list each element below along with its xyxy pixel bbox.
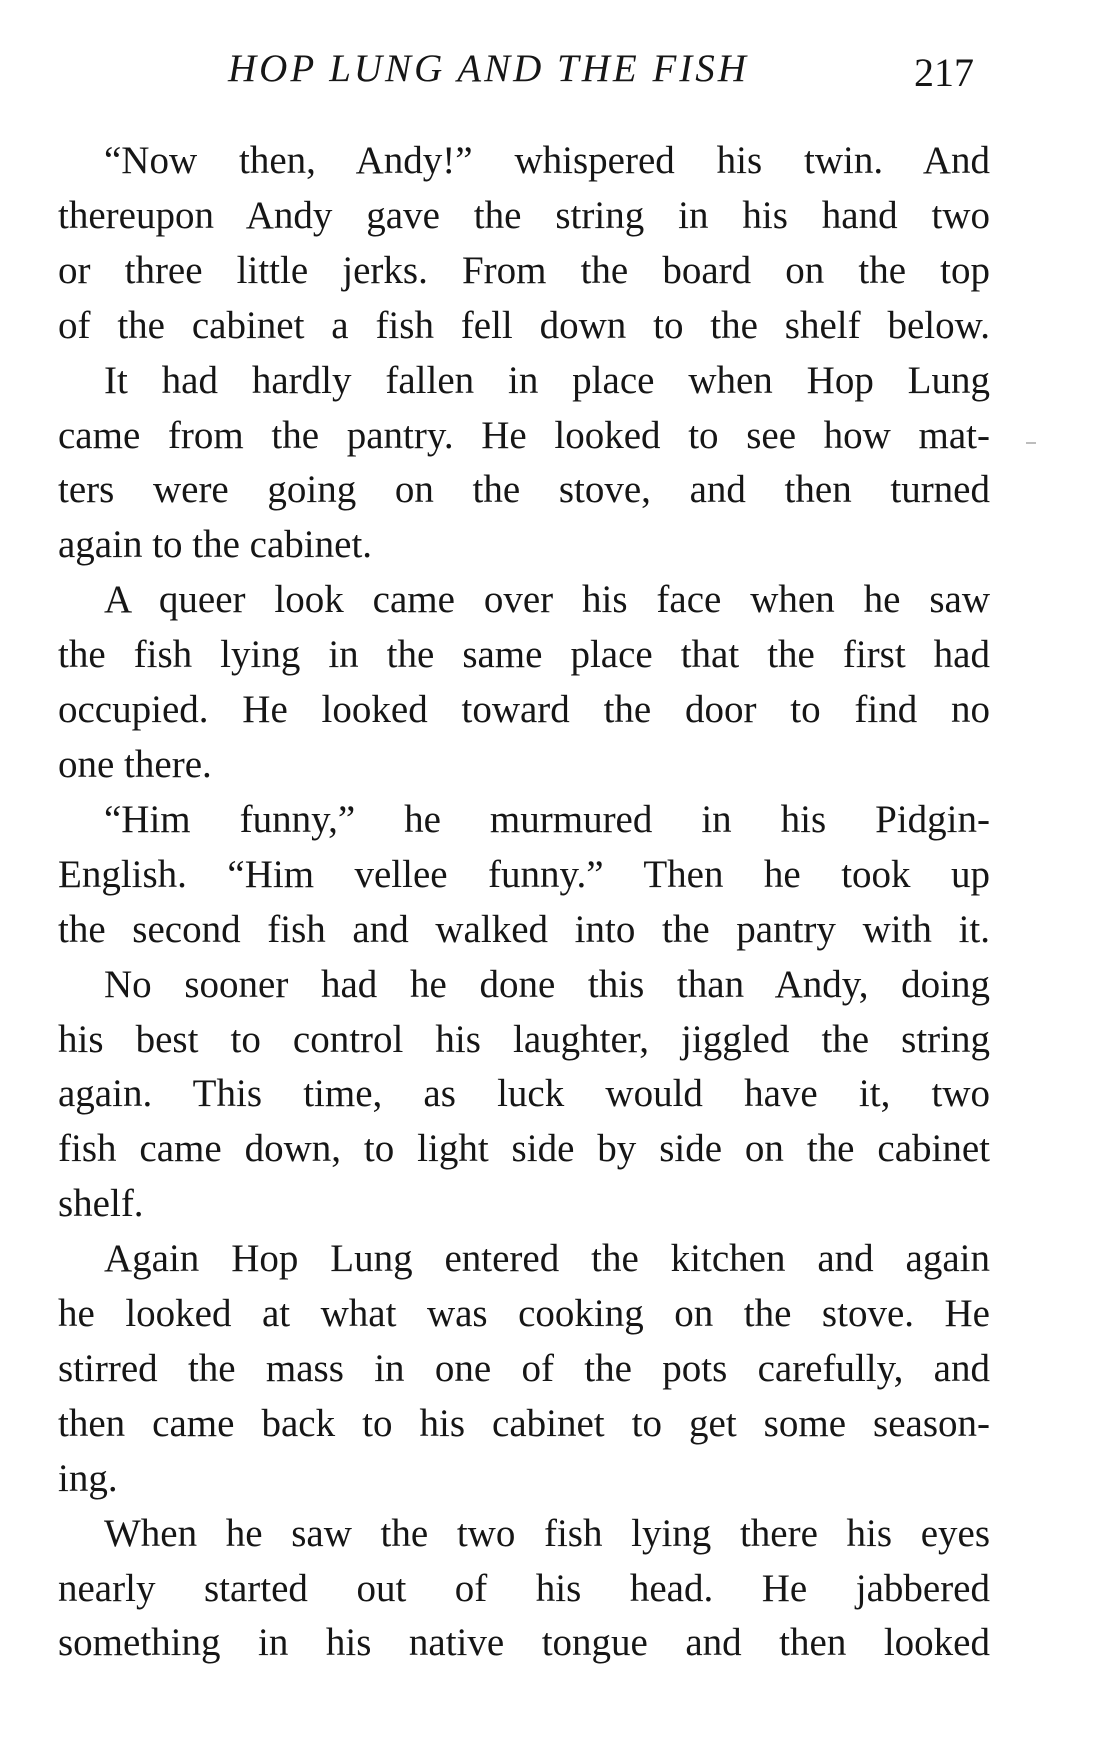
text-line: A queer look came over his face when he saw <box>104 578 990 622</box>
text-line: of the cabinet a fish fell down to the shelf below. <box>58 303 990 347</box>
paragraph <box>58 1507 990 1672</box>
text-line: nearly started out of his head. He jabbered <box>58 1566 990 1610</box>
text-line: the second fish and walked into the pantry with it. <box>58 907 990 951</box>
paragraph <box>58 573 990 793</box>
text-line: It had hardly fallen in place when Hop Lung <box>104 358 990 402</box>
page-number: 217 <box>914 50 974 95</box>
paragraph <box>58 134 990 354</box>
paragraph <box>58 1232 990 1507</box>
text-line: fish came down, to light side by side on the cabinet <box>58 1127 990 1171</box>
text-line: No sooner had he done this than Andy, doing <box>104 962 990 1006</box>
text-line: When he saw the two fish lying there his eyes <box>104 1511 990 1555</box>
text-line: again to the cabinet. <box>58 523 373 567</box>
text-line: then came back to his cabinet to get some season- <box>58 1401 990 1445</box>
text-line: ing. <box>58 1456 118 1500</box>
text-line: occupied. He looked toward the door to find no <box>58 688 990 732</box>
text-line: again. This time, as luck would have it, two <box>58 1072 990 1116</box>
running-head-title: HOP LUNG AND THE FISH <box>228 47 749 90</box>
text-line: he looked at what was cooking on the stove. He <box>58 1292 990 1336</box>
text-line: something in his native tongue and then looked <box>58 1621 990 1665</box>
paragraph <box>58 958 990 1233</box>
margin-mark <box>1026 442 1036 444</box>
text-line: came from the pantry. He looked to see how mat- <box>58 413 990 457</box>
running-head <box>0 44 1114 94</box>
text-line: shelf. <box>58 1182 144 1226</box>
text-line: his best to control his laughter, jiggled the string <box>58 1017 990 1061</box>
text-line: “Him funny,” he murmured in his Pidgin- <box>104 797 990 841</box>
text-line: thereupon Andy gave the string in his hand two <box>58 193 990 237</box>
text-line: the fish lying in the same place that the first had <box>58 633 990 677</box>
text-line: “Now then, Andy!” whispered his twin. And <box>104 139 990 182</box>
text-line: stirred the mass in one of the pots carefully, and <box>58 1346 990 1390</box>
paragraph <box>58 793 990 958</box>
text-line: ters were going on the stove, and then turned <box>58 468 990 512</box>
text-line: one there. <box>58 742 212 786</box>
paragraph <box>58 354 990 574</box>
text-line: English. “Him vellee funny.” Then he took up <box>58 852 990 896</box>
text-line: or three little jerks. From the board on the top <box>58 248 990 292</box>
body-text <box>58 134 990 1671</box>
text-line: Again Hop Lung entered the kitchen and again <box>104 1237 990 1281</box>
